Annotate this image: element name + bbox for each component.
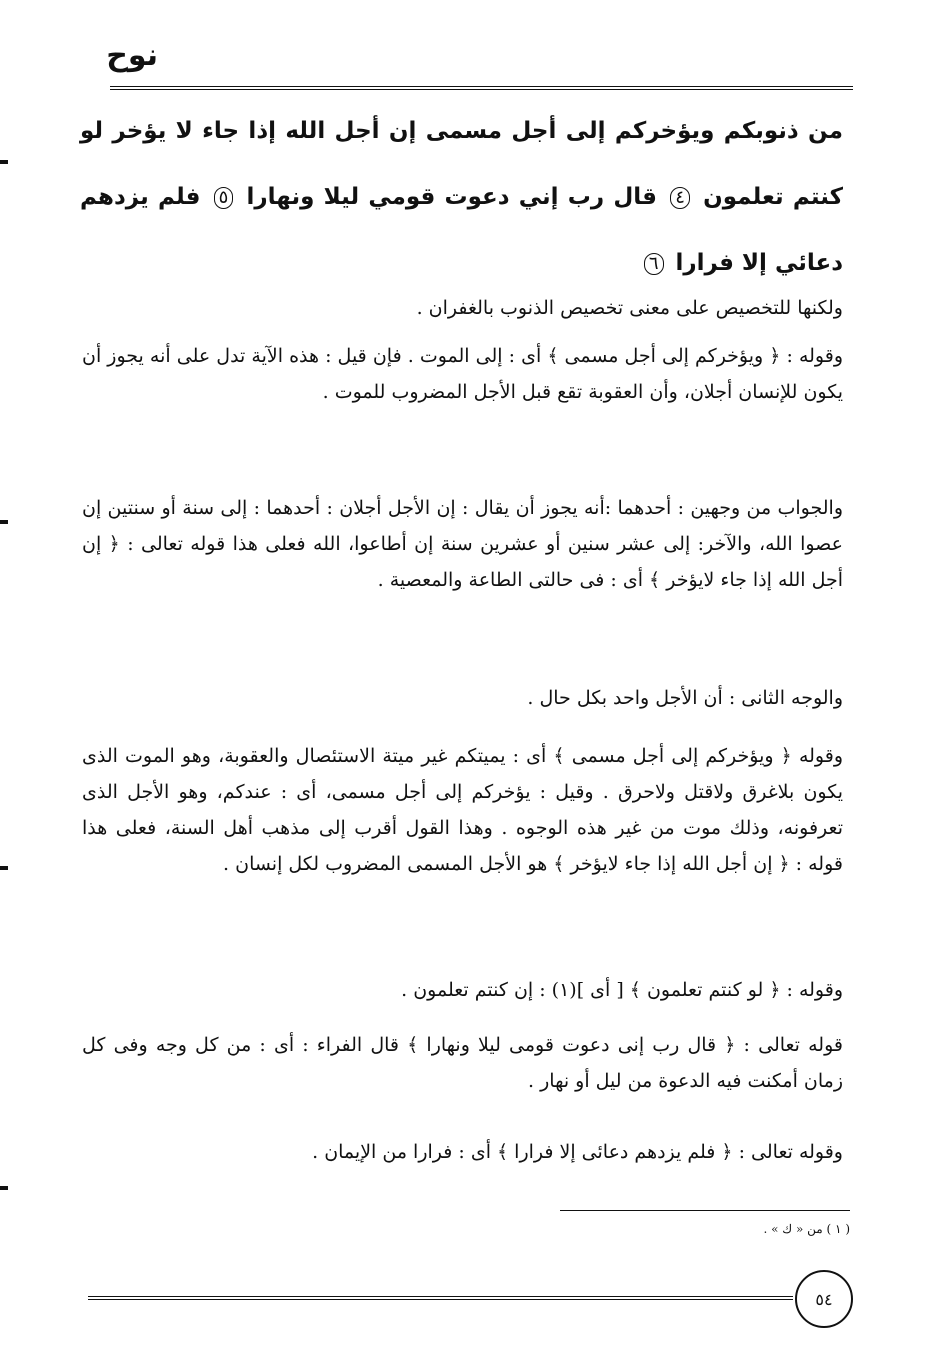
paragraph: قوله تعالى : ﴿ قال رب إنى دعوت قومى ليلا ونهارا ﴾ قال الفراء : أى : من كل وجه وفى كل زمان أمكنت فيه الدعوة من ليل أو نهار . bbox=[82, 1034, 843, 1092]
footer-rule bbox=[88, 1296, 793, 1300]
ayah-number-marker: ٤ bbox=[670, 187, 690, 209]
surah-title: نوح bbox=[106, 38, 158, 73]
ayah-number-marker: ٦ bbox=[644, 253, 664, 275]
footnote: ( ١ ) من « ك » . bbox=[763, 1222, 850, 1236]
paragraph: وقوله : ﴿ ويؤخركم إلى أجل مسمى ﴾ أى : إلى الموت . فإن قيل : هذه الآية تدل على أنه يجوز أن يكون للإنسان أجلان، وأن العقوبة تقع قبل الأجل المضروب للموت . bbox=[82, 345, 843, 403]
paragraph: ولكنها للتخصيص على معنى تخصيص الذنوب بالغفران . bbox=[416, 297, 843, 319]
margin-mark bbox=[0, 520, 8, 524]
verse-word: فرارا bbox=[675, 250, 734, 276]
paragraph: وقوله : ﴿ لو كنتم تعلمون ﴾ [ أى ](١) : إن كنتم تعلمون . bbox=[401, 979, 843, 1001]
ayah-number-marker: ٥ bbox=[214, 187, 234, 209]
footnote-rule bbox=[560, 1210, 850, 1211]
header-rule bbox=[110, 86, 853, 90]
quran-verse bbox=[80, 98, 843, 296]
paragraph: وقوله تعالى : ﴿ فلم يزدهم دعائى إلا فرارا ﴾ أى : فرارا من الإيمان . bbox=[312, 1141, 843, 1163]
margin-mark bbox=[0, 866, 8, 870]
verse-segment: فلم يزدهم دعائي إلا bbox=[80, 184, 843, 276]
verse-segment: قال رب إني دعوت قومي ليلا ونهارا bbox=[246, 184, 657, 210]
verse-word: تعلمون bbox=[703, 184, 784, 210]
margin-mark bbox=[0, 160, 8, 164]
paragraph: والجواب من وجهين : أحدهما :أنه يجوز أن يقال : إن الأجل أجلان : أحدهما : إلى سنة أو سنتين إن عصوا الله، والآخر: إلى عشر سنين أو عشرين سنة إن أطاعوا، الله فعلى هذا قوله تعالى : ﴿ إن أجل الله إذا جاء لايؤخر ﴾ أى : فى حالتى الطاعة والمعصية . bbox=[82, 497, 843, 591]
margin-mark bbox=[0, 1186, 8, 1190]
paragraph: والوجه الثانى : أن الأجل واحد بكل حال . bbox=[527, 687, 843, 709]
page-number: ٥٤ bbox=[795, 1270, 853, 1328]
verse-line-1: من ذنوبكم ويؤخركم إلى أجل مسمى إن أجل الله إذا جاء لا يؤخر لو كنتم bbox=[80, 118, 844, 210]
paragraph: وقوله ﴿ ويؤخركم إلى أجل مسمى ﴾ أى : يميتكم غير ميتة الاستئصال والعقوبة، وهو الموت الذى يكون بلاغرق ولاقتل ولاحرق . وقيل : يؤخركم إلى أجل مسمى، أى : عندكم، وهو الأجل الذى تعرفونه، وذلك موت من غير هذه الوجوه . وهذا القول أقرب إلى مذهب أهل السنة، فعلى هذا قوله : ﴿ إن أجل الله إذا جاء لايؤخر ﴾ هو الأجل المسمى المضروب لكل إنسان . bbox=[82, 745, 843, 875]
